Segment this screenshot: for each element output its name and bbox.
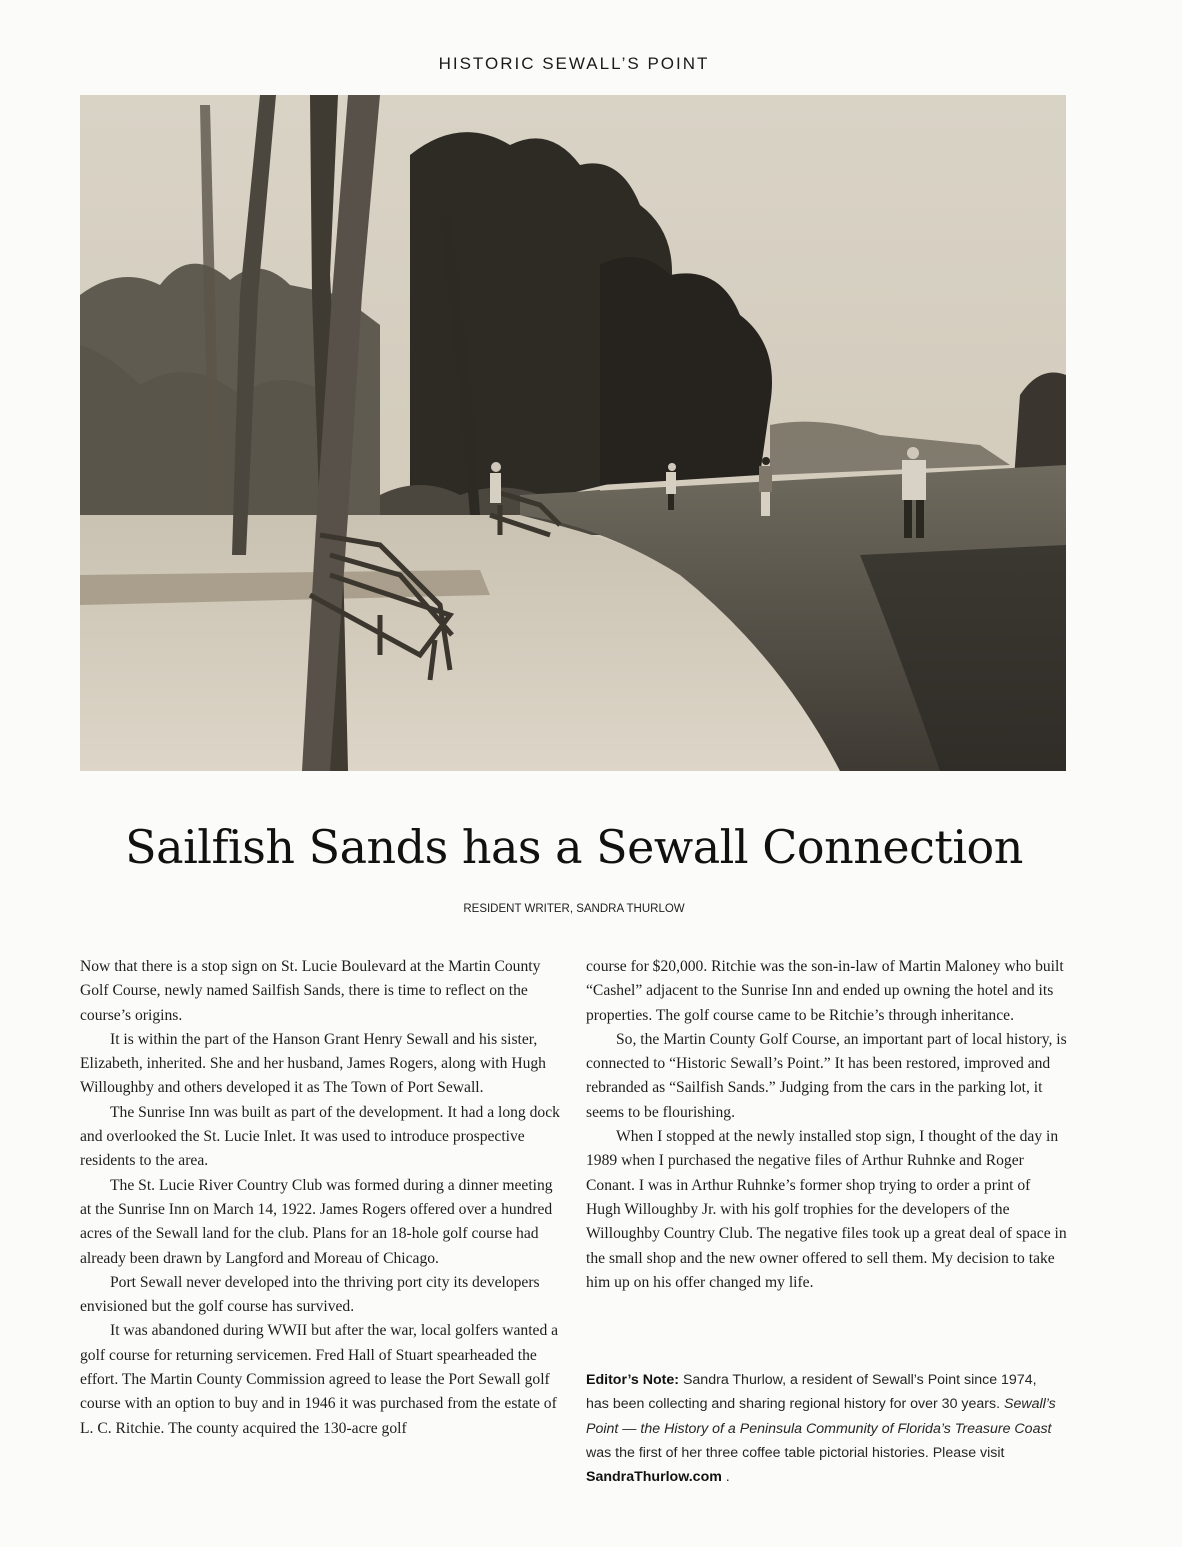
paragraph: Now that there is a stop sign on St. Lucie Boulevard at the Martin County Golf Course, newly named Sailfish Sands, there is time to reflect on the course’s origins. — [80, 958, 541, 1024]
paragraph: It was abandoned during WWII but after the war, local golfers wanted a golf course for returning servicemen. Fred Hall of Stuart spearheaded the effort. The Martin County Commission agreed to lease the Port Sewall golf course with an option to buy and in 1946 it was purchased from the estate of L. C. Ritchie. The county acquired the 130-acre golf — [80, 1322, 559, 1437]
article-column-right — [586, 955, 1068, 1295]
editor-note-text: . — [721, 1469, 730, 1486]
paragraph: The St. Lucie River Country Club was formed during a dinner meeting at the Sunrise Inn on March 14, 1922. James Rogers offered over a hundred acres of the Sewall land for the club. Plans for an 18-hole golf course had already been drawn by Langford and Moreau of Chicago. — [80, 1176, 553, 1267]
book-title: Sewall’s Point — the History of a Peninsula Community of Florida’s Treasure Coast — [586, 1396, 1056, 1437]
editor-note-text: Sandra Thurlow, a resident of Sewall’s Point since 1974, has been collecting and sharing regional history for over 30 years. — [586, 1372, 1037, 1413]
paragraph: So, the Martin County Golf Course, an important part of local history, is connected to “Historic Sewall’s Point.” It has been restored, improved and rebranded as “Sailfish Sands.” Judging from the cars in the parking lot, it seems to be flourishing. — [586, 1030, 1067, 1121]
headline: Sailfish Sands has a Sewall Connection — [125, 820, 1023, 874]
editor-note — [586, 1368, 1056, 1489]
paragraph: When I stopped at the newly installed stop sign, I thought of the day in 1989 when I purchased the negative files of Arthur Ruhnke and Roger Conant. I was in Arthur Ruhnke’s former shop trying to order a print of Hugh Willoughby Jr. with his golf trophies for the developers of the Willoughby Country Club. The negative files took up a great deal of space in the small shop and the new owner offered to sell them. My decision to take him up on his offer changed my life. — [586, 1128, 1067, 1291]
section-label: HISTORIC SEWALL’S POINT — [438, 54, 710, 73]
paragraph: The Sunrise Inn was built as part of the development. It had a long dock and overlooked the St. Lucie Inlet. It was used to introduce prospective residents to the area. — [80, 1103, 560, 1170]
editor-note-text: was the first of her three coffee table pictorial histories. Please visit — [586, 1444, 1005, 1461]
website-link[interactable]: SandraThurlow.com — [586, 1469, 722, 1486]
article-column-left — [80, 955, 564, 1441]
historic-golf-course-photo — [80, 95, 1066, 771]
paragraph: Port Sewall never developed into the thriving port city its developers envisioned but the golf course has survived. — [80, 1273, 540, 1316]
editor-note-label: Editor’s Note: — [586, 1372, 680, 1388]
byline: RESIDENT WRITER, SANDRA THURLOW — [463, 903, 685, 915]
paragraph: course for $20,000. Ritchie was the son-in-law of Martin Maloney who built “Cashel” adjacent to the Sunrise Inn and ended up owning the hotel and its properties. The golf course came to be Ritchie’s through inheritance. — [586, 958, 1064, 1024]
paragraph: It is within the part of the Hanson Grant Henry Sewall and his sister, Elizabeth, inherited. She and her husband, James Rogers, along with Hugh Willoughby and others developed it as The Town of Port Sewall. — [80, 1030, 546, 1097]
